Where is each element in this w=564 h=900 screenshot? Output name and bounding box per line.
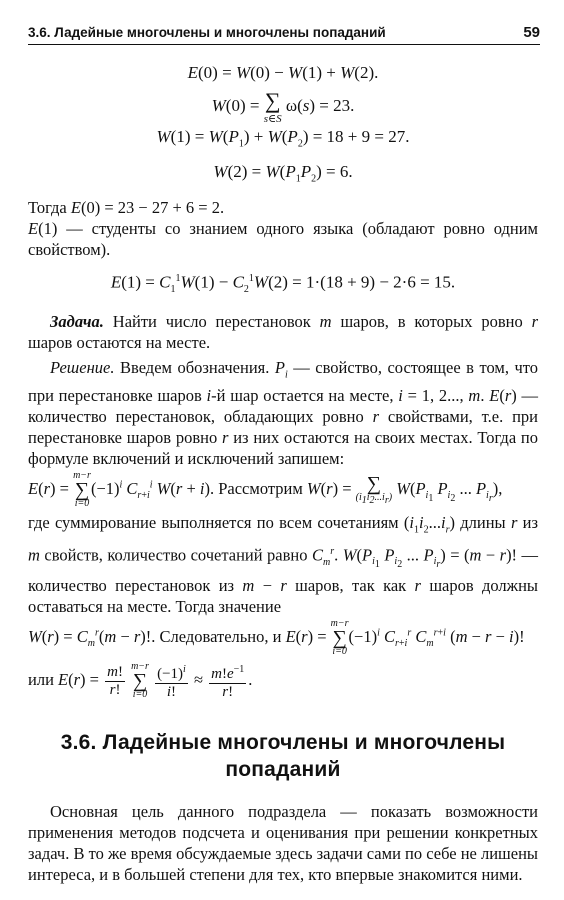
running-title: 3.6. Ладейные многочлены и многочлены попаданий [28,25,386,40]
task-paragraph: Задача. Найти число перестановок m шаров, в которых ровно r шаров остаются на месте. [28,311,538,352]
page-number: 59 [523,24,540,41]
equation-e0: E(0) = W(0) − W(1) + W(2). [187,63,379,82]
equation-w2: $W(2) = W(P_1P_2) = 6$. [213,162,353,185]
section-heading: 3.6. Ладейные многочлены и многочлены попаданий [60,731,506,782]
page-content [28,62,538,885]
running-header [28,22,540,45]
then-line: Тогда E(0) = 23 − 27 + 6 = 2. [28,197,225,217]
e1-description: E(1) — студенты со знанием одного языка (обладают ровно одним свойством). [28,218,538,259]
summation-paragraph: где суммирование выполняется по всем сочетаниям $(i_1i_2...i_r)$ длины r из m свойств, количество сочетаний равно $C_m^r$. $W(P_{i_1}$ $P_{i_2}$ ... $P_{i_r}) = (m - r)$! — количество перестановок из m − r шаров, так как r шаров должны оставаться на месте. Тогда значение [28,513,539,617]
formula-er: E(r) = m−r ∑ i=0 $(-1)^i$ $C_{r+i}^i$ W(r + i). Рассмотрим W(r) = ∑ $(i_1i_2...i_r)$ $W(P_{i_1}$ $P_{i_2}$ ... $P_{i_r}$), [28,470,503,510]
equation-e1: $E(1) = C_1^1W(1) - C_2^1W(2) = 1\cdot(18 + 9) - 2\cdot 6 = 15$. [110,272,456,295]
equation-w1: $W(1) = W(P_1) + W(P_2) = 18 + 9 = 27$. [156,127,410,150]
equation-w0: W(0) = ∑ s∈S ω(s) = 23. [211,88,355,125]
sum-symbol: ∑ s∈S [263,88,282,125]
formula-or: или E(r) = $\frac{m!}{r!}$ m−r ∑ i=0 $\frac{(-1)^i}{i!}$ ≈ $\frac{m!e^{-1}}{r!}$ . [28,661,253,701]
section-intro: Основная цель данного подраздела — показать возможности применения методов подсчета и оценивания при решении конкретных задач. В то же время обсуждаемые здесь задачи сами по себе не лишены интереса, и в большей степени для тех, кто впервые знакомится ними. [28,802,538,885]
task-label: Задача. [50,311,104,331]
formula-w: $W(r) = C_m^r(m - r)$!. Следовательно, и E(r) = m−r ∑ i=0 $(-1)^i$ $C_{r+i}^r$ $C_m^{r+i}$ (m − r − i)! [28,618,525,658]
solution-paragraph: Решение. Введем обозначения. $P_i$ — свойство, состоящее в том, что при перестановке шаров i-й шар остается на месте, i = 1, 2..., m. E(r) — количество перестановок, обладающих ровно r свойствами, т.е. при перестановке шаров ровно r из них остаются на своих местах. Тогда по формуле включений и исключений запишем: [28,357,539,469]
solution-label: Решение. [50,357,115,377]
